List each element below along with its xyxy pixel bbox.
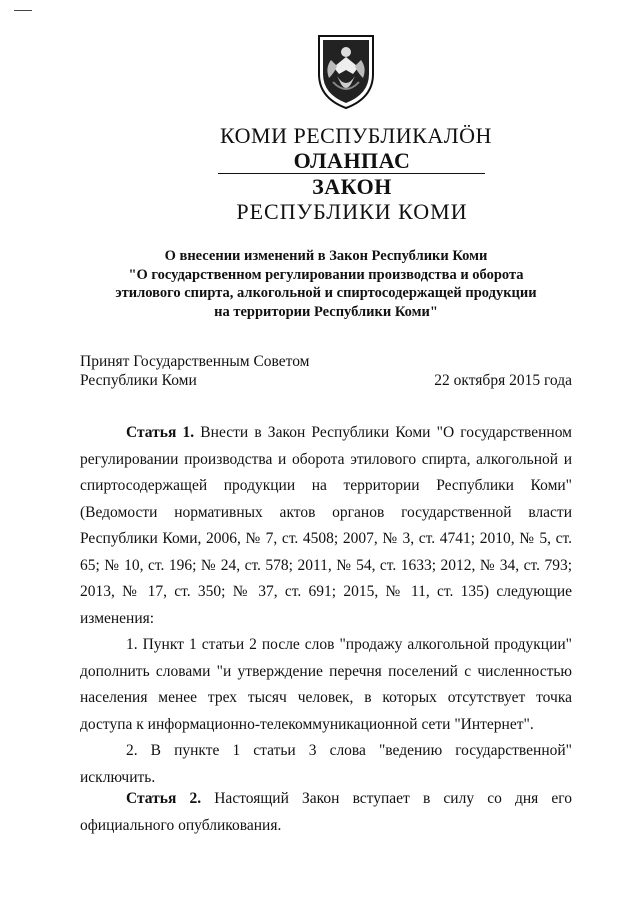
article-2-paragraph <box>80 786 572 839</box>
header-komi-line: КОМИ РЕСПУБЛИКАЛӦН <box>220 123 492 148</box>
adoption-line: Республики Коми <box>80 372 197 389</box>
corner-mark <box>14 10 32 11</box>
adoption-date: 22 октября 2015 года <box>434 372 572 389</box>
coat-of-arms-emblem <box>313 30 379 110</box>
article-1-item-2: 2. В пункте 1 статьи 3 слова "ведению государственной" исключить. <box>80 742 572 786</box>
article-1-paragraph <box>80 420 572 632</box>
header-zakon: ЗАКОН <box>312 174 392 199</box>
adoption-block <box>80 352 572 390</box>
article-1-item-1: 1. Пункт 1 статьи 2 после слов "продажу алкогольной продукции" дополнить словами "и утверждение перечня поселений с численностью населения менее трех тысяч человек, в которых отсутствует точка доступа к информационно-телекоммуникационной сети "Интернет". <box>80 636 572 733</box>
header-republic: РЕСПУБЛИКИ КОМИ <box>236 199 468 224</box>
article-2 <box>80 786 572 839</box>
law-title <box>80 247 572 321</box>
header-olanpas: ОЛАНПАС <box>293 148 411 173</box>
law-title-line: этилового спирта, алкогольной и спиртосодержащей продукции <box>115 285 537 301</box>
article-2-label: Статья 2. <box>126 790 202 807</box>
law-title-line: на территории Республики Коми" <box>214 303 438 320</box>
adoption-line: Принят Государственным Советом <box>80 353 310 370</box>
article-2-text: Настоящий Закон вступает в силу со дня его официального опубликования. <box>80 790 573 834</box>
law-title-line: О внесении изменений в Закон Республики Коми <box>164 248 488 264</box>
article-1 <box>80 420 572 791</box>
article-1-label: Статья 1. <box>126 424 195 441</box>
law-title-line: "О государственном регулировании производства и оборота <box>128 266 524 283</box>
article-1-text: Внести в Закон Республики Коми "О государственном регулировании производства и оборота этилового спирта, алкогольной и спиртосодержащей продукции на территории Республики Коми" (Ведомости нормативных актов органов государственной власти Республики Коми, 2006, № 7, ст. 4508; 2007, № 3, ст. 4741; 2010, № 5, ст. 65; № 10, ст. 196; № 24, ст. 578; 2011, № 54, ст. 1633; 2012, № 34, ст. 793; 2013, № 17, ст. 350; № 37, ст. 691; 2015, № 11, ст. 135) следующие изменения: <box>80 424 572 627</box>
